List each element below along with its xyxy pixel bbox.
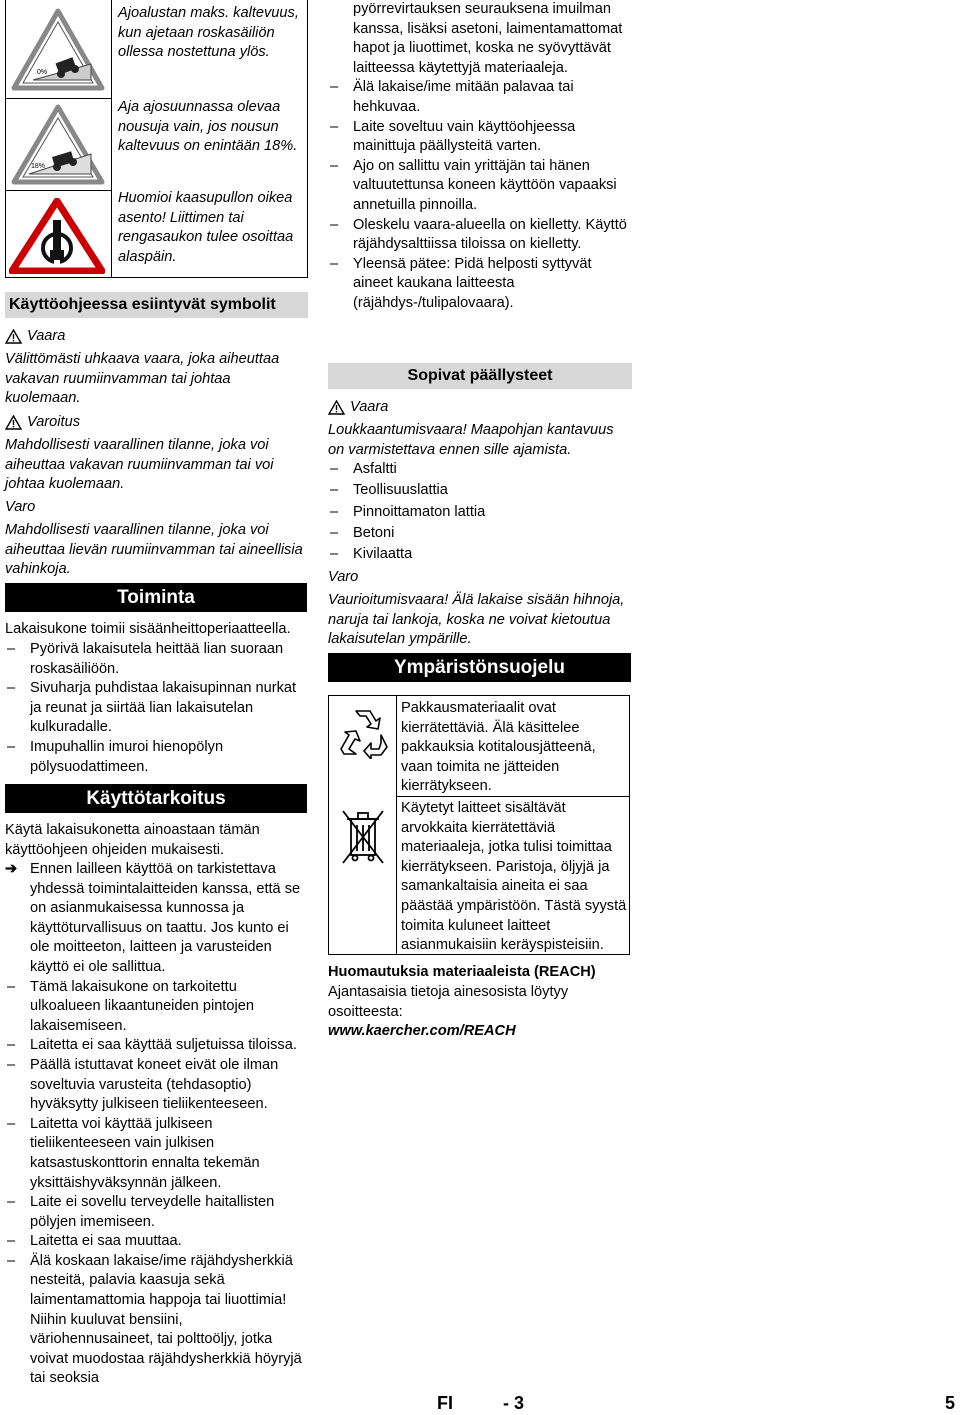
warning-signs-table <box>5 0 308 278</box>
sign-description-3: Huomioi kaasupullon oikea asento! Liittimen tai rengasaukon tulee osoittaa alaspäin. <box>118 190 294 265</box>
surfaces-danger-description: Loukkaantumisvaara! Maapohjan kantavuus on varmistettava ennen sille ajamista. <box>328 422 614 458</box>
list-item: – Betoni <box>328 523 630 544</box>
footer-page-number: 5 <box>945 1393 956 1413</box>
list-item: – Asfaltti <box>328 459 630 480</box>
danger-description: Välittömästi uhkaava vaara, joka aiheuttaa vakavan ruumiinvamman tai johtaa kuolemaan. <box>5 351 280 407</box>
list-item: – Laitetta voi käyttää julkiseen tieliikenteeseen vain julkisen katsastuskonttorin ennalta tekemän yksittäishyväksynnän jälkeen. <box>5 1115 307 1193</box>
footer-page-local: - 3 <box>503 1393 525 1413</box>
recycling-icon <box>336 707 390 759</box>
arrow-item-text: Ennen lailleen käyttöä on tarkistettava yhdessä toimintalaitteiden kanssa, että se on asianmukaisessa kunnossa ja käyttöturvallisuus on taattu. Jos kunto ei ole moitteeton, laitteen ja varusteiden käyttö ei ole sallittua. <box>30 861 301 975</box>
list-item: – Ajo on sallittu vain yrittäjän tai hänen valtuutettunsa koneen käyttöön vapaaksi annetuilla pinnoilla. <box>328 157 630 216</box>
list-item: – Pinnoittamaton lattia <box>328 502 630 523</box>
arrow-icon: ➔ <box>5 861 18 877</box>
danger-label <box>5 327 65 347</box>
list-item: – Kivilaatta <box>328 544 630 565</box>
gas-cylinder-warning-sign <box>9 198 105 274</box>
slope-warning-sign <box>11 104 105 186</box>
surfaces-heading: Sopivat päällysteet <box>328 363 632 389</box>
list-item: – Laitetta ei saa muuttaa. <box>5 1232 307 1252</box>
warning-triangle-icon <box>328 400 345 415</box>
environment-table <box>328 695 630 955</box>
symbols-heading: Käyttöohjeessa esiintyvät symbolit <box>5 292 308 318</box>
svg-text:0%: 0% <box>37 69 48 76</box>
surfaces-caution-description: Vaurioitumisvaara! Älä lakaise sisään hihnoja, naruja tai lankoja, koska ne voivat kietoutua lakaisutelan ympärille. <box>328 592 625 648</box>
surfaces-list <box>328 459 630 565</box>
warning-label-text: Varoitus <box>27 414 80 430</box>
list-item: – Laite soveltuu vain käyttöohjeessa mainittuja päällysteitä varten. <box>328 118 630 157</box>
list-item <box>5 860 307 978</box>
environment-packaging-text: Pakkausmateriaalit ovat kierrätettäviä. Älä käsittelee pakkauksia kotitalousjätteenä, vaan toimita ne jätteiden kierrätykseen. <box>401 700 596 795</box>
warning-triangle-icon <box>5 329 22 344</box>
list-item: – Tämä lakaisukone on tarkoitettu ulkoalueen likaantuneiden pintojen lakaisemiseen. <box>5 978 307 1037</box>
function-list <box>5 640 307 777</box>
list-item: – Päällä istuttavat koneet eivät ole ilman soveltuvia varusteita (tehdasoptio) hyväksytty julkiseen tieliikenteeseen. <box>5 1056 307 1115</box>
sign-description-2: Aja ajosuunnassa olevaa nousuja vain, jos nousun kaltevuus on enintään 18%. <box>118 99 298 155</box>
list-item: – Laite ei sovellu terveydelle haitallisten pölyjen imemiseen. <box>5 1193 307 1232</box>
purpose-list <box>5 860 307 1389</box>
crossed-out-bin-icon <box>339 807 387 867</box>
surfaces-caution-label: Varo <box>328 569 359 585</box>
environment-devices-text: Käytetyt laitteet sisältävät arvokkaita kierrätettäviä materiaaleja, jotka tulisi toimittaa kierrätykseen. Paristoja, öljyjä ja samankaltaisia aineita ei saa päästää ympäristöön. Tästä syystä toimita kuluneet laitteet asianmukaisiin keräyspisteisiin. <box>401 800 627 954</box>
warning-label <box>5 413 80 433</box>
reach-heading: Huomautuksia materiaaleista (REACH) <box>328 964 596 980</box>
surfaces-danger-label-text: Vaara <box>350 399 389 415</box>
environment-heading: Ympäristönsuojelu <box>328 653 631 682</box>
list-item: – Älä lakaise/ime mitään palavaa tai hehkuvaa. <box>328 78 630 117</box>
list-item: – Laitetta ei saa käyttää suljetuissa tiloissa. <box>5 1036 307 1056</box>
purpose-heading: Käyttötarkoitus <box>5 784 307 813</box>
reach-text: Ajantasaisia tietoja ainesosista löytyy osoitteesta: <box>328 984 569 1020</box>
caution-description: Mahdollisesti vaarallinen tilanne, joka voi aiheuttaa lievän ruumiinvamman tai aineellisia vahinkoja. <box>5 522 303 578</box>
danger-label-text: Vaara <box>27 328 66 344</box>
footer-language: FI <box>437 1393 453 1413</box>
warning-triangle-icon <box>5 415 22 430</box>
list-item: – Pyörivä lakaisutela heittää lian suoraan roskasäiliöön. <box>5 640 307 679</box>
continuation-text: pyörrevirtauksen seurauksena imuilman kanssa, lisäksi asetoni, laimentamattomat hapot ja liuottimet, koska ne syövyttävät laitteessa käytettyjä materiaaleja. <box>353 1 623 76</box>
sign-description-1: Ajoalustan maks. kaltevuus, kun ajetaan roskasäiliön ollessa nostettuna ylös. <box>118 5 299 61</box>
list-item: – Teollisuuslattia <box>328 480 630 501</box>
tipping-slope-warning-sign <box>11 8 105 92</box>
purpose-list-continued <box>328 0 630 314</box>
svg-text:18%: 18% <box>31 163 46 170</box>
reach-link[interactable]: www.kaercher.com/REACH <box>328 1023 516 1039</box>
purpose-intro: Käytä lakaisukonetta ainoastaan tämän käyttöohjeen ohjeiden mukaisesti. <box>5 822 260 858</box>
function-intro: Lakaisukone toimii sisäänheittoperiaatteella. <box>5 621 291 637</box>
surfaces-danger-label <box>328 398 388 418</box>
function-heading: Toiminta <box>5 583 307 612</box>
caution-label: Varo <box>5 499 36 515</box>
list-item: – Oleskelu vaara-alueella on kielletty. Käyttö räjähdysalttiissa tiloissa on kielletty. <box>328 216 630 255</box>
warning-description: Mahdollisesti vaarallinen tilanne, joka voi aiheuttaa vakavan ruumiinvamman tai voi johtaa kuolemaan. <box>5 437 274 493</box>
list-item: – Älä koskaan lakaise/ime räjähdysherkkiä nesteitä, palavia kaasuja sekä laimentamattomia happoja tai liuottimia! Niihin kuuluvat bensiini, väriohennusaineet, tai polttoöljy, jotka voivat muodostaa räjähdysherkkiä höyryjä tai seoksia <box>5 1252 307 1389</box>
list-item: – Imupuhallin imuroi hienopölyn pölysuodattimeen. <box>5 738 307 777</box>
list-item: – Sivuharja puhdistaa lakaisupinnan nurkat ja reunat ja siirtää lian lakaisutelan kulkuradalle. <box>5 679 307 738</box>
list-item: – Yleensä pätee: Pidä helposti syttyvät aineet kaukana laitteesta (räjähdys-/tulipalovaara). <box>328 255 630 314</box>
